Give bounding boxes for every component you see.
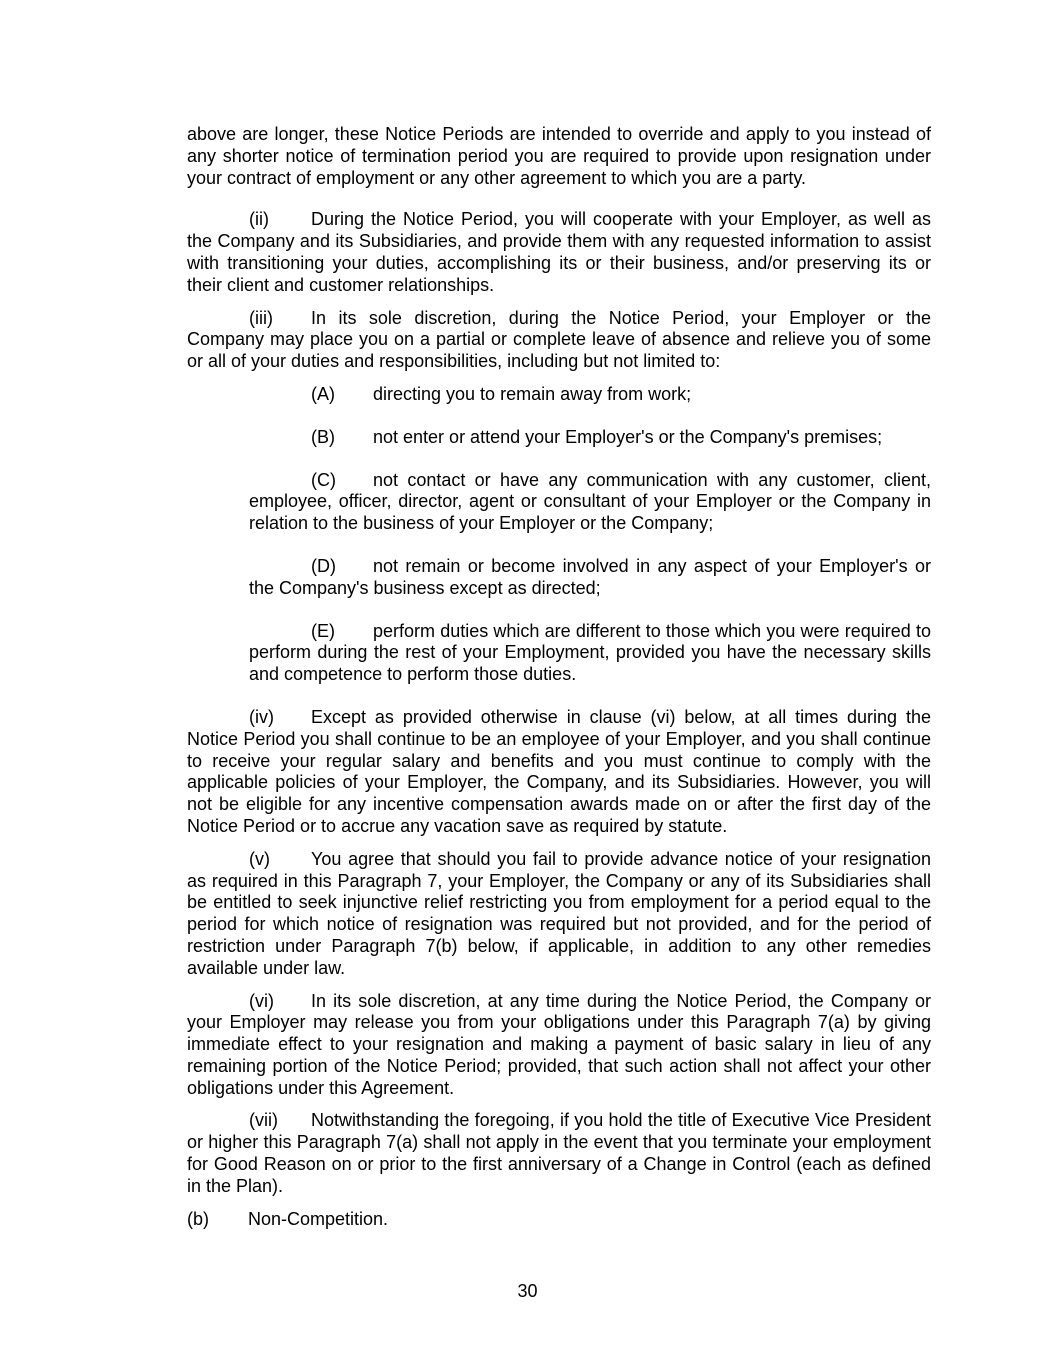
clause-ii-label: (ii) xyxy=(249,209,269,230)
clause-C-label: (C) xyxy=(311,469,336,490)
clause-vi-text: In its sole discretion, at any time during the Notice Period, the Company or your Employer may release you from your obligations under this Paragraph 7(a) by giving immediate effect to your resignation and making a payment of basic salary in lieu of any remaining portion of the Notice Period; provided, that such action shall not affect your other obligations under this Agreement. xyxy=(187,990,931,1098)
clause-vii-text: Notwithstanding the foregoing, if you hold the title of Executive Vice President or higher this Paragraph 7(a) shall not apply in the event that you terminate your employment for Good Reason on or prior to the first anniversary of a Change in Control (each as defined in the Plan). xyxy=(187,1110,931,1196)
document-body xyxy=(187,124,931,1230)
clause-ii xyxy=(187,209,931,296)
clause-A-label: (A) xyxy=(311,383,335,404)
clause-b-heading xyxy=(187,1209,931,1231)
clause-A-text: directing you to remain away from work; xyxy=(373,383,692,404)
clause-D-text: not remain or become involved in any aspect of your Employer's or the Company's business except as directed; xyxy=(249,555,931,598)
clause-B-text: not enter or attend your Employer's or the Company's premises; xyxy=(373,426,883,447)
clause-v xyxy=(187,849,931,980)
clause-A xyxy=(249,384,931,406)
clause-ii-text: During the Notice Period, you will cooperate with your Employer, as well as the Company and its Subsidiaries, and provide them with any requested information to assist with transitioning your duties, accomplishing its or their business, and/or preserving its or their client and customer relationships. xyxy=(187,209,931,295)
clause-iv-label: (iv) xyxy=(249,706,274,727)
clause-vi xyxy=(187,991,931,1100)
clause-b-text: Non-Competition. xyxy=(248,1208,389,1229)
clause-v-label: (v) xyxy=(249,848,270,869)
clause-vi-label: (vi) xyxy=(249,990,274,1011)
clause-E xyxy=(249,621,931,686)
clause-iii-label: (iii) xyxy=(249,307,273,328)
clause-iv-text: Except as provided otherwise in clause (vi) below, at all times during the Notice Period you shall continue to be an employee of your Employer, and you shall continue to receive your regular salary and benefits and you must continue to comply with the applicable policies of your Employer, the Company, and its Subsidiaries. However, you will not be eligible for any incentive compensation awards made on or after the first day of the Notice Period or to accrue any vacation save as required by statute. xyxy=(187,706,931,836)
clause-iii xyxy=(187,308,931,373)
clause-v-text: You agree that should you fail to provide advance notice of your resignation as required in this Paragraph 7, your Employer, the Company or any of its Subsidiaries shall be entitled to seek injunctive relief restricting you from employment for a period equal to the period for which notice of resignation was required but not provided, and for the period of restriction under Paragraph 7(b) below, if applicable, in addition to any other remedies available under law. xyxy=(187,848,931,978)
clause-B-label: (B) xyxy=(311,426,335,447)
clause-iii-text: In its sole discretion, during the Notice Period, your Employer or the Company may place you on a partial or complete leave of absence and relieve you of some or all of your duties and responsibilities, including but not limited to: xyxy=(187,307,931,372)
clause-vii-label: (vii) xyxy=(249,1110,278,1131)
clause-E-text: perform duties which are different to those which you were required to perform during the rest of your Employment, provided you have the necessary skills and competence to perform those duties. xyxy=(249,620,931,685)
clause-B xyxy=(249,427,931,449)
clause-D xyxy=(249,556,931,600)
intro-paragraph: above are longer, these Notice Periods are intended to override and apply to you instead of any shorter notice of termination period you are required to provide upon resignation under your contract of employment or any other agreement to which you are a party. xyxy=(187,124,931,188)
page-number: 30 xyxy=(517,1281,538,1301)
clause-iv xyxy=(187,707,931,838)
clause-C-text: not contact or have any communication with any customer, client, employee, officer, director, agent or consultant of your Employer or the Company in relation to the business of your Employer or the Company; xyxy=(249,469,931,534)
clause-D-label: (D) xyxy=(311,555,336,576)
clause-b-label: (b) xyxy=(187,1208,209,1229)
clause-C xyxy=(249,470,931,535)
clause-vii xyxy=(187,1110,931,1197)
clause-E-label: (E) xyxy=(311,620,335,641)
